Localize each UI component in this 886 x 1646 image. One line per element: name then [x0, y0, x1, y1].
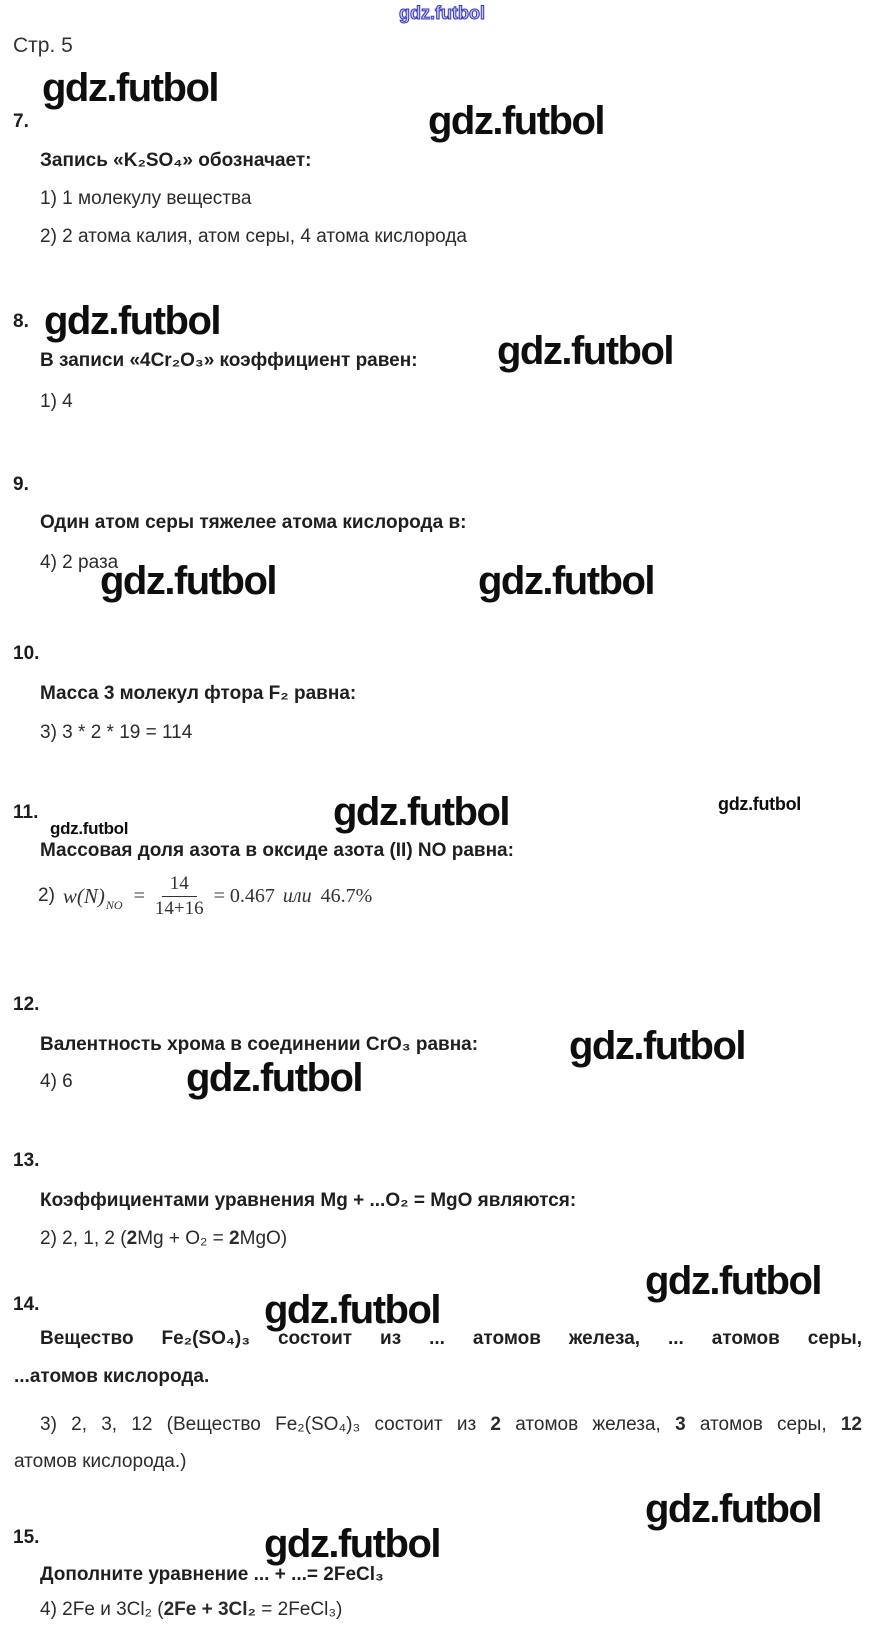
question-number: 10.	[13, 643, 40, 664]
watermark: gdz.futbol	[186, 1056, 363, 1100]
watermark: gdz.futbol	[428, 99, 605, 143]
answer-option: 1) 1 молекулу вещества	[40, 188, 252, 209]
question-number: 11.	[13, 802, 39, 823]
watermark: gdz.futbol	[478, 559, 655, 603]
answer-option-line1	[40, 1414, 862, 1436]
question-title: Один атом серы тяжелее атома кислорода в:	[40, 512, 467, 533]
answer-coefficient: 2	[490, 1414, 501, 1435]
answer-prefix: 2)	[38, 885, 55, 907]
question-title-line2: ...атомов кислорода.	[14, 1366, 210, 1387]
watermark: gdz.futbol	[399, 3, 485, 23]
page-header: Стр. 5	[13, 34, 73, 57]
answer-text: 3) 2, 3, 12 (Вещество Fe₂(SO₄)₃ состоит из	[40, 1414, 491, 1435]
watermark: gdz.futbol	[50, 819, 129, 838]
answer-option-line2: атомов кислорода.)	[14, 1451, 187, 1472]
answer-option: 2) 2 атома калия, атом серы, 4 атома кислорода	[40, 226, 467, 247]
watermark: gdz.futbol	[333, 790, 510, 834]
question-number: 14.	[13, 1294, 40, 1315]
question-number: 13.	[13, 1150, 40, 1171]
formula-subscript: NO	[105, 897, 123, 912]
answer-text: 4) 2Fe и 3Cl₂ (	[40, 1599, 164, 1620]
watermark: gdz.futbol	[569, 1024, 746, 1068]
fraction-denominator: 14+16	[154, 897, 204, 919]
formula-result: = 0.467	[213, 884, 275, 907]
fraction	[151, 872, 208, 921]
answer-equation: 2Fe + 3Cl₂	[163, 1599, 256, 1620]
question-title: Масса 3 молекул фтора F₂ равна:	[40, 683, 357, 704]
watermark: gdz.futbol	[645, 1487, 822, 1531]
watermark: gdz.futbol	[44, 299, 221, 343]
answer-text: Mg + O₂ =	[137, 1228, 230, 1249]
question-title: В записи «4Cr₂O₃» коэффициент равен:	[40, 350, 418, 371]
answer-option	[40, 1599, 342, 1621]
watermark: gdz.futbol	[497, 329, 674, 373]
answer-text: атомов железа,	[501, 1414, 676, 1435]
watermark: gdz.futbol	[264, 1288, 441, 1332]
mass-fraction-formula	[38, 872, 372, 921]
question-title-line1: Вещество Fe₂(SO₄)₃ состоит из ... атомов железа, ... атомов серы,	[40, 1328, 862, 1349]
question-title: Запись «K₂SO₄» обозначает:	[40, 150, 312, 171]
answer-option: 4) 2 раза	[40, 552, 119, 573]
watermark: gdz.futbol	[42, 66, 219, 110]
question-title: Коэффициентами уравнения Mg + ...O₂ = MgO являются:	[40, 1190, 577, 1211]
watermark: gdz.futbol	[645, 1259, 822, 1303]
formula-percent: 46.7%	[320, 884, 373, 907]
question-title: Валентность хрома в соединении CrO₃ равна:	[40, 1034, 479, 1055]
equals-sign: =	[133, 884, 145, 907]
formula-or-word: или	[282, 884, 312, 907]
question-number: 8.	[13, 311, 29, 332]
question-number: 15.	[13, 1527, 40, 1548]
answer-coefficient: 3	[675, 1414, 686, 1435]
answer-option: 4) 6	[40, 1071, 73, 1092]
question-title: Массовая доля азота в оксиде азота (II) NO равна:	[40, 840, 514, 861]
answer-text: = 2FeCl₃)	[255, 1599, 343, 1620]
question-number: 9.	[13, 474, 29, 495]
watermark: gdz.futbol	[264, 1522, 441, 1566]
question-number: 12.	[13, 994, 40, 1015]
answer-text: атомов серы,	[685, 1414, 841, 1435]
answer-text: 2) 2, 1, 2 (	[40, 1228, 127, 1249]
answer-option: 3) 3 * 2 * 19 = 114	[40, 722, 193, 743]
question-title: Дополните уравнение ... + ...= 2FeCl₃	[40, 1564, 384, 1585]
fraction-numerator: 14	[162, 872, 197, 897]
answer-coefficient: 2	[229, 1228, 240, 1249]
watermark: gdz.futbol	[100, 559, 277, 603]
answer-option	[40, 1228, 287, 1250]
answer-text: MgO)	[239, 1228, 288, 1249]
watermark: gdz.futbol	[718, 794, 801, 814]
answer-option: 1) 4	[40, 391, 73, 412]
question-number: 7.	[13, 111, 29, 132]
answer-coefficient: 2	[126, 1228, 138, 1249]
answer-coefficient: 12	[840, 1414, 862, 1435]
formula-variable: w(N)	[62, 883, 105, 908]
